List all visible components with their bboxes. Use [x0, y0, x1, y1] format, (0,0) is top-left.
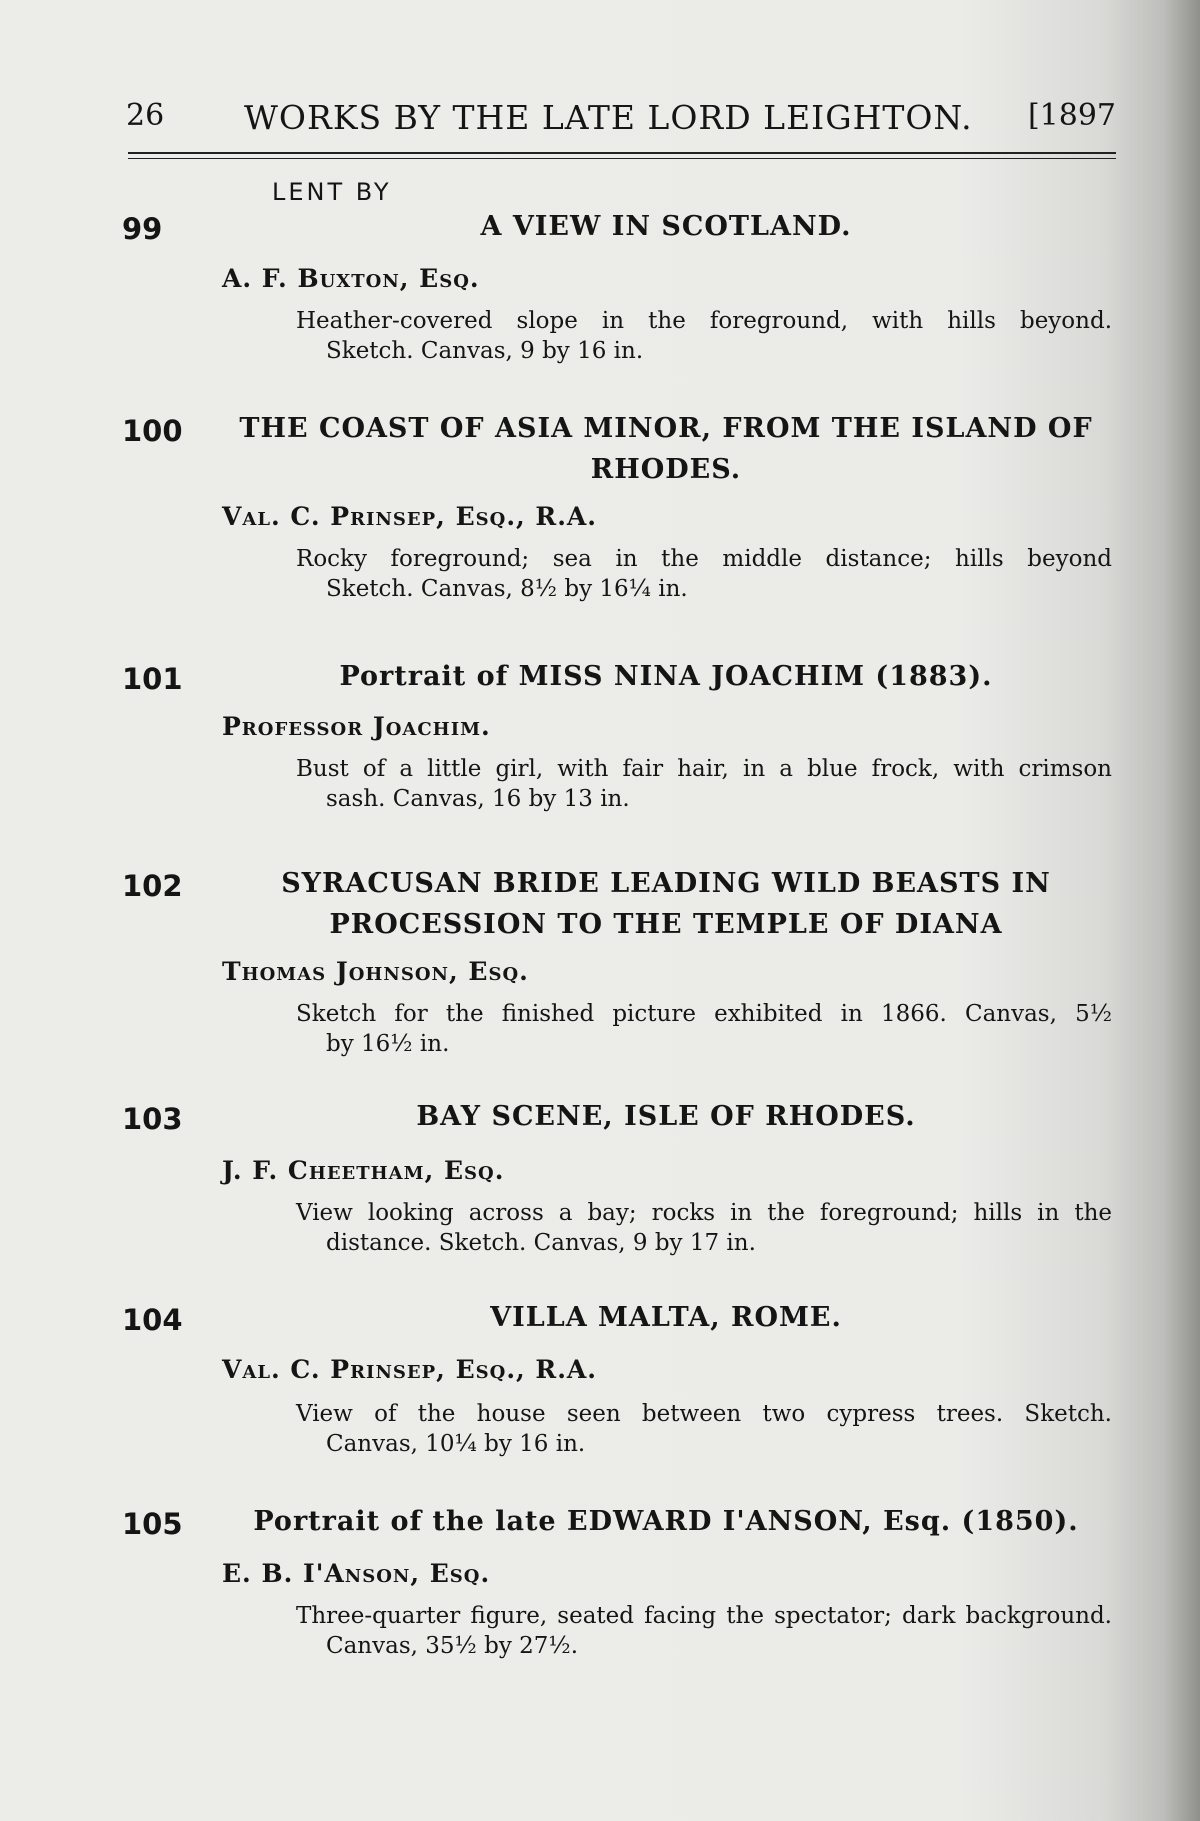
- description-line: View looking across a bay; rocks in the foreground; hills in the: [296, 1200, 1112, 1226]
- header-rule-thin: [128, 158, 1116, 159]
- entry-description: [296, 1399, 1112, 1459]
- description-line: Sketch. Canvas, 9 by 16 in.: [326, 338, 644, 364]
- description-line: Heather-covered slope in the foreground, with hills beyond.: [296, 308, 1112, 334]
- description-line: Bust of a little girl, with fair hair, in a blue frock, with crimson: [296, 756, 1112, 782]
- entry-lender: Professor Joachim.: [222, 712, 491, 741]
- description-line: Three-quarter figure, seated facing the spectator; dark background.: [296, 1603, 1112, 1629]
- lent-by-label: LENT BY: [272, 178, 392, 206]
- entry-lender: Val. C. Prinsep, Esq., R.A.: [222, 502, 598, 531]
- header-rule: [128, 152, 1116, 154]
- entry-description: [296, 1601, 1112, 1661]
- entry-number: 104: [122, 1303, 183, 1337]
- description-line: Canvas, 10¼ by 16 in.: [326, 1431, 586, 1457]
- description-line: View of the house seen between two cypress trees. Sketch.: [296, 1401, 1112, 1427]
- description-line: Canvas, 35½ by 27½.: [326, 1633, 579, 1659]
- description-line: by 16½ in.: [326, 1031, 450, 1057]
- entry-title: BAY SCENE, ISLE OF RHODES.: [416, 1101, 916, 1132]
- entry-number: 103: [122, 1102, 183, 1136]
- page-header: [126, 98, 1116, 138]
- description-line: Rocky foreground; sea in the middle distance; hills beyond: [296, 546, 1112, 572]
- entry-number: 99: [122, 212, 163, 246]
- entry-number: 101: [122, 662, 183, 696]
- entry-title: THE COAST OF ASIA MINOR, FROM THE ISLAND OF RHODES.: [239, 413, 1093, 485]
- entry-number: 102: [122, 869, 183, 903]
- entry-description: [296, 1198, 1112, 1258]
- entry-description: [296, 754, 1112, 814]
- entry-lender: E. B. I'Anson, Esq.: [222, 1559, 491, 1588]
- description-line: distance. Sketch. Canvas, 9 by 17 in.: [326, 1230, 756, 1256]
- entry-number: 100: [122, 414, 183, 448]
- entry-description: [296, 544, 1112, 604]
- entry-lender: J. F. Cheetham, Esq.: [222, 1156, 505, 1185]
- entry-lender: Val. C. Prinsep, Esq., R.A.: [222, 1355, 598, 1384]
- description-line: sash. Canvas, 16 by 13 in.: [326, 786, 630, 812]
- entry-lender: Thomas Johnson, Esq.: [222, 957, 529, 986]
- entry-number: 105: [122, 1507, 183, 1541]
- entry-title: Portrait of MISS NINA JOACHIM (1883).: [339, 661, 993, 692]
- entry-title: SYRACUSAN BRIDE LEADING WILD BEASTS IN PROCESSION TO THE TEMPLE OF DIANA: [281, 868, 1051, 940]
- page-number: 26: [126, 98, 165, 133]
- running-title: WORKS BY THE LATE LORD LEIGHTON.: [244, 98, 973, 137]
- entry-description: [296, 999, 1112, 1059]
- entry-lender: A. F. Buxton, Esq.: [222, 264, 480, 293]
- description-line: Sketch. Canvas, 8½ by 16¼ in.: [326, 576, 688, 602]
- entry-title: Portrait of the late EDWARD I'ANSON, Esq. (1850).: [253, 1506, 1079, 1537]
- header-year: [1897: [1027, 98, 1116, 133]
- description-line: Sketch for the finished picture exhibited in 1866. Canvas, 5½: [296, 1001, 1112, 1027]
- entry-title: A VIEW IN SCOTLAND.: [480, 211, 852, 242]
- entry-description: [296, 306, 1112, 366]
- entry-title: VILLA MALTA, ROME.: [490, 1302, 842, 1333]
